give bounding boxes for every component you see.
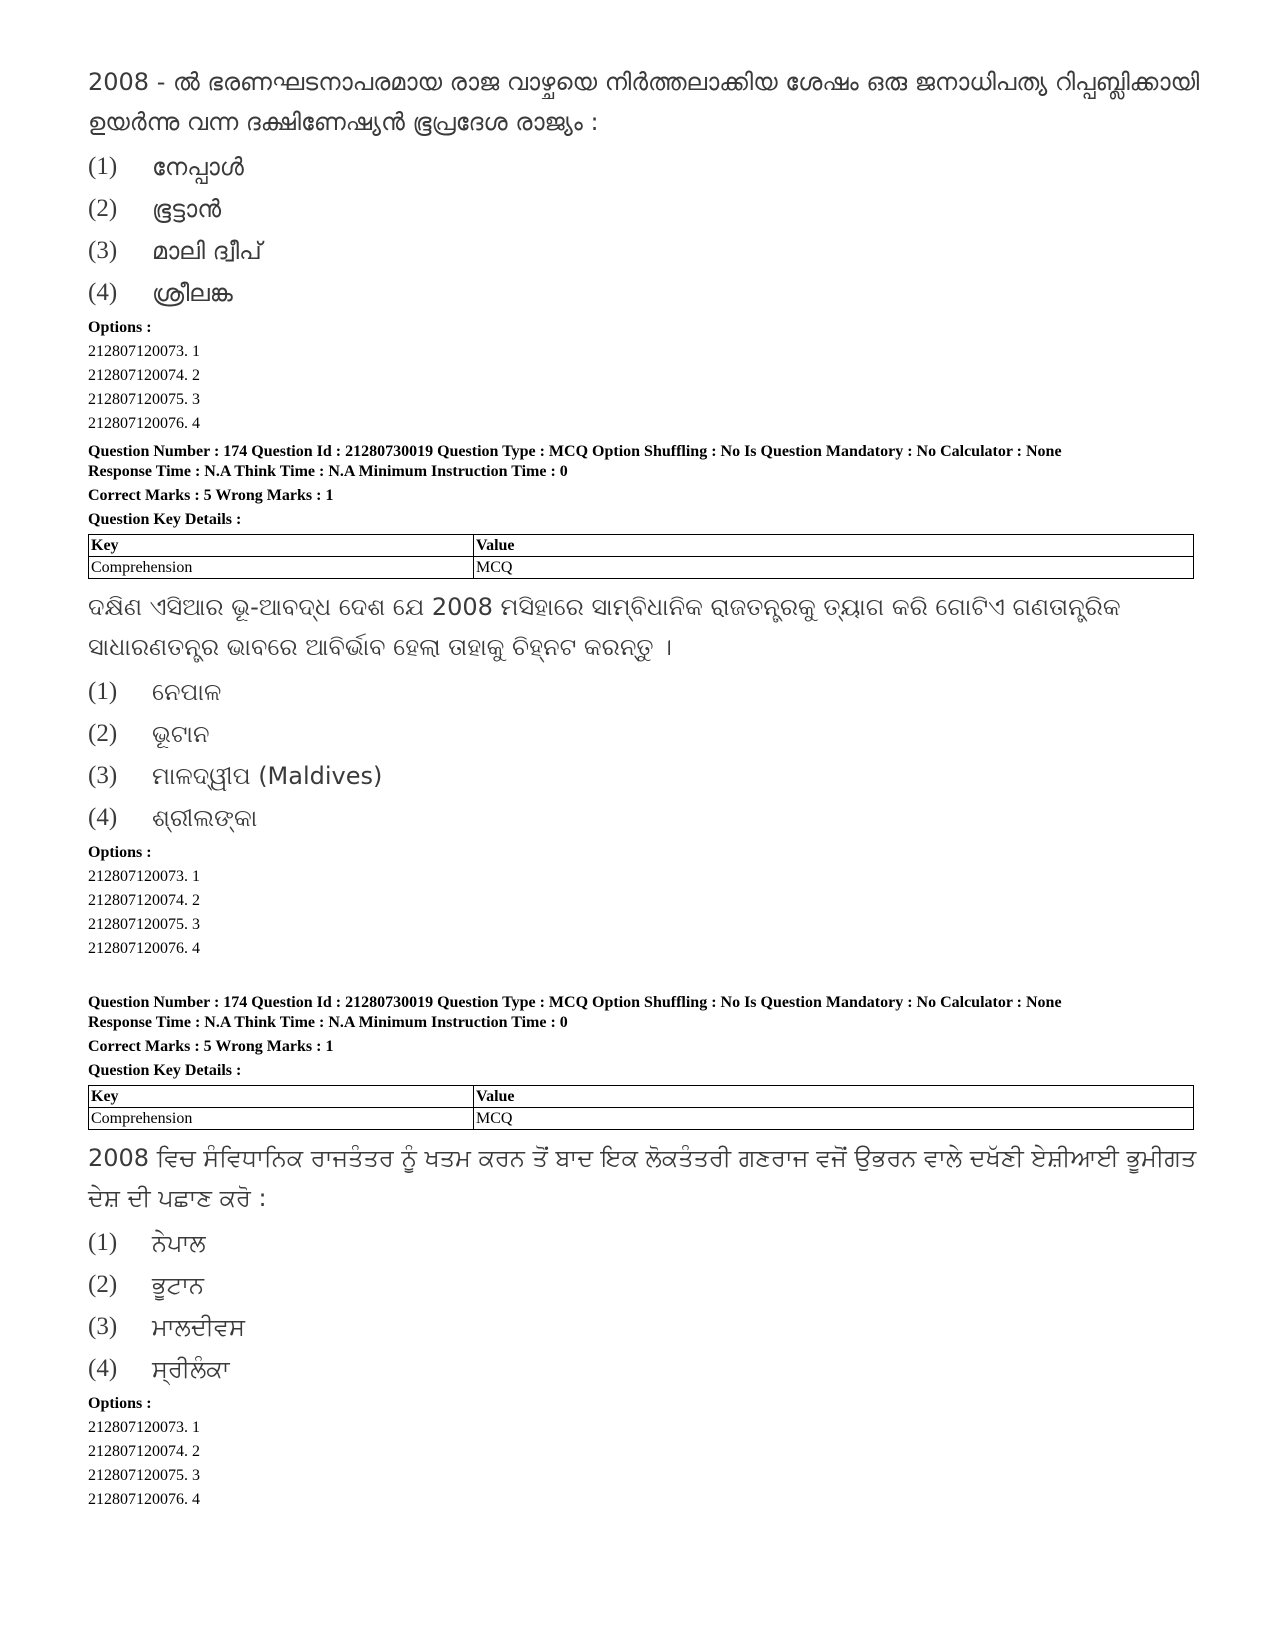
choice-text: ശ്രീലങ്ക — [152, 279, 233, 307]
question-meta-line: Response Time : N.A Think Time : N.A Minimum Instruction Time : 0 — [88, 463, 568, 480]
choice-number: (4) — [88, 279, 118, 306]
options-label: Options : — [88, 844, 152, 861]
choice-text: നേപ്പാൾ — [152, 153, 244, 181]
key-details-label: Question Key Details : — [88, 1062, 242, 1079]
options-label: Options : — [88, 319, 152, 336]
option-id-line: 212807120073. 1 — [88, 343, 200, 360]
answer-choice — [88, 713, 1200, 755]
choice-text: ନେପାଳ — [152, 678, 222, 706]
choice-number: (1) — [88, 153, 118, 180]
answer-choice — [88, 146, 1200, 188]
choice-number: (1) — [88, 678, 118, 705]
choice-text: ਭੂਟਾਨ — [152, 1271, 204, 1299]
question-meta — [88, 442, 1200, 530]
choice-text: ഭൂട്ടാൻ — [152, 195, 222, 223]
option-id-line: 212807120076. 4 — [88, 1491, 200, 1508]
choice-text: ମାଳଦ୍ୱୀପ (Maldives) — [152, 762, 383, 790]
answer-choice — [88, 797, 1200, 839]
answer-choice — [88, 755, 1200, 797]
answer-choice — [88, 1264, 1200, 1306]
choice-text: ଶ୍ରୀଲଙ୍କା — [152, 804, 258, 832]
choice-text: മാലി ദ്വീപ് — [152, 237, 262, 265]
question-meta-line: Question Number : 174 Question Id : 21280730019 Question Type : MCQ Option Shuffling : No Is Question Mandatory : No Calculator : None — [88, 443, 1062, 460]
choice-number: (4) — [88, 1355, 118, 1382]
answer-choice — [88, 1348, 1200, 1390]
option-id-line: 212807120073. 1 — [88, 1419, 200, 1436]
question-block-malayalam — [88, 62, 1200, 436]
table-row — [89, 557, 1194, 579]
question-text: 2008 ਵਿਚ ਸੰਵਿਧਾਨਿਕ ਰਾਜਤੰਤਰ ਨੂੰ ਖਤਮ ਕਰਨ ਤੋਂ ਬਾਦ ਇਕ ਲੋਕਤੰਤਰੀ ਗਣਰਾਜ ਵਜੋਂ ਉਭਰਨ ਵਾਲੇ ਦਖੱਣੀ ਏਸ਼ੀਆਈ ਭੂਮੀਗਤ ਦੇਸ਼ ਦੀ ਪਛਾਣ ਕਰੋ : — [88, 1144, 1197, 1212]
choice-number: (2) — [88, 195, 118, 222]
question-text: 2008 - ൽ ഭരണഘടനാപരമായ രാജ വാഴ്ചയെ നിർത്തലാക്കിയ ശേഷം ഒരു ജനാധിപത്യ റിപ്പബ്ലിക്കായി ഉയർന്നു വന്ന ദക്ഷിണേഷ്യൻ ഭൂപ്രദേശ രാജ്യം : — [88, 68, 1200, 136]
question-meta-line: Response Time : N.A Think Time : N.A Minimum Instruction Time : 0 — [88, 1014, 568, 1031]
option-id-line: 212807120076. 4 — [88, 940, 200, 957]
choice-number: (2) — [88, 1271, 118, 1298]
choice-number: (3) — [88, 762, 118, 789]
answer-choices — [88, 671, 1200, 839]
marks-line: Correct Marks : 5 Wrong Marks : 1 — [88, 1038, 334, 1055]
answer-choices — [88, 1222, 1200, 1390]
option-id-line: 212807120073. 1 — [88, 868, 200, 885]
table-header-cell: Value — [474, 1086, 1194, 1108]
choice-number: (1) — [88, 1229, 118, 1256]
answer-choices — [88, 146, 1200, 314]
table-cell: Comprehension — [89, 1108, 474, 1130]
choice-text: ਮਾਲਦੀਵਸ — [152, 1313, 245, 1341]
option-id-line: 212807120074. 2 — [88, 367, 200, 384]
table-cell: MCQ — [474, 1108, 1194, 1130]
question-key-table — [88, 1085, 1194, 1130]
choice-text: ਨੇਪਾਲ — [152, 1229, 206, 1257]
marks-line: Correct Marks : 5 Wrong Marks : 1 — [88, 487, 334, 504]
answer-choice — [88, 230, 1200, 272]
option-id-line: 212807120076. 4 — [88, 415, 200, 432]
option-id-line: 212807120074. 2 — [88, 892, 200, 909]
choice-number: (2) — [88, 720, 118, 747]
choice-text: ਸ੍ਰੀਲੰਕਾ — [152, 1355, 230, 1383]
choice-number: (4) — [88, 804, 118, 831]
question-meta — [88, 993, 1200, 1081]
question-key-table — [88, 534, 1194, 579]
question-block-odia — [88, 442, 1200, 961]
option-id-line: 212807120075. 3 — [88, 1467, 200, 1484]
key-details-label: Question Key Details : — [88, 511, 242, 528]
table-cell: Comprehension — [89, 557, 474, 579]
choice-text: ଭୂଟାନ — [152, 720, 210, 748]
option-id-line: 212807120074. 2 — [88, 1443, 200, 1460]
question-block-punjabi — [88, 993, 1200, 1512]
table-header-cell: Key — [89, 535, 474, 557]
table-header-cell: Key — [89, 1086, 474, 1108]
choice-number: (3) — [88, 1313, 118, 1340]
table-header-cell: Value — [474, 535, 1194, 557]
answer-choice — [88, 1222, 1200, 1264]
table-row — [89, 1108, 1194, 1130]
table-header-row — [89, 1086, 1194, 1108]
table-header-row — [89, 535, 1194, 557]
answer-choice — [88, 1306, 1200, 1348]
choice-number: (3) — [88, 237, 118, 264]
answer-choice — [88, 272, 1200, 314]
option-id-line: 212807120075. 3 — [88, 391, 200, 408]
question-meta-line: Question Number : 174 Question Id : 21280730019 Question Type : MCQ Option Shuffling : No Is Question Mandatory : No Calculator : None — [88, 994, 1062, 1011]
answer-choice — [88, 671, 1200, 713]
answer-choice — [88, 188, 1200, 230]
option-id-line: 212807120075. 3 — [88, 916, 200, 933]
question-text: ଦକ୍ଷିଣ ଏସିଆର ଭୂ-ଆବଦ୍ଧ ଦେଶ ଯେ 2008 ମସିହାରେ ସାମ୍ବିଧାନିକ ରାଜତନ୍ତ୍ରକୁ ତ୍ୟାଗ କରି ଗୋଟିଏ ଗଣତାନ୍ତ୍ରିକ ସାଧାରଣତନ୍ତ୍ର ଭାବରେ ଆବିର୍ଭାବ ହେଲା ତାହାକୁ ଚିହ୍ନଟ କରନ୍ତୁ । — [88, 593, 1121, 661]
table-cell: MCQ — [474, 557, 1194, 579]
options-label: Options : — [88, 1395, 152, 1412]
